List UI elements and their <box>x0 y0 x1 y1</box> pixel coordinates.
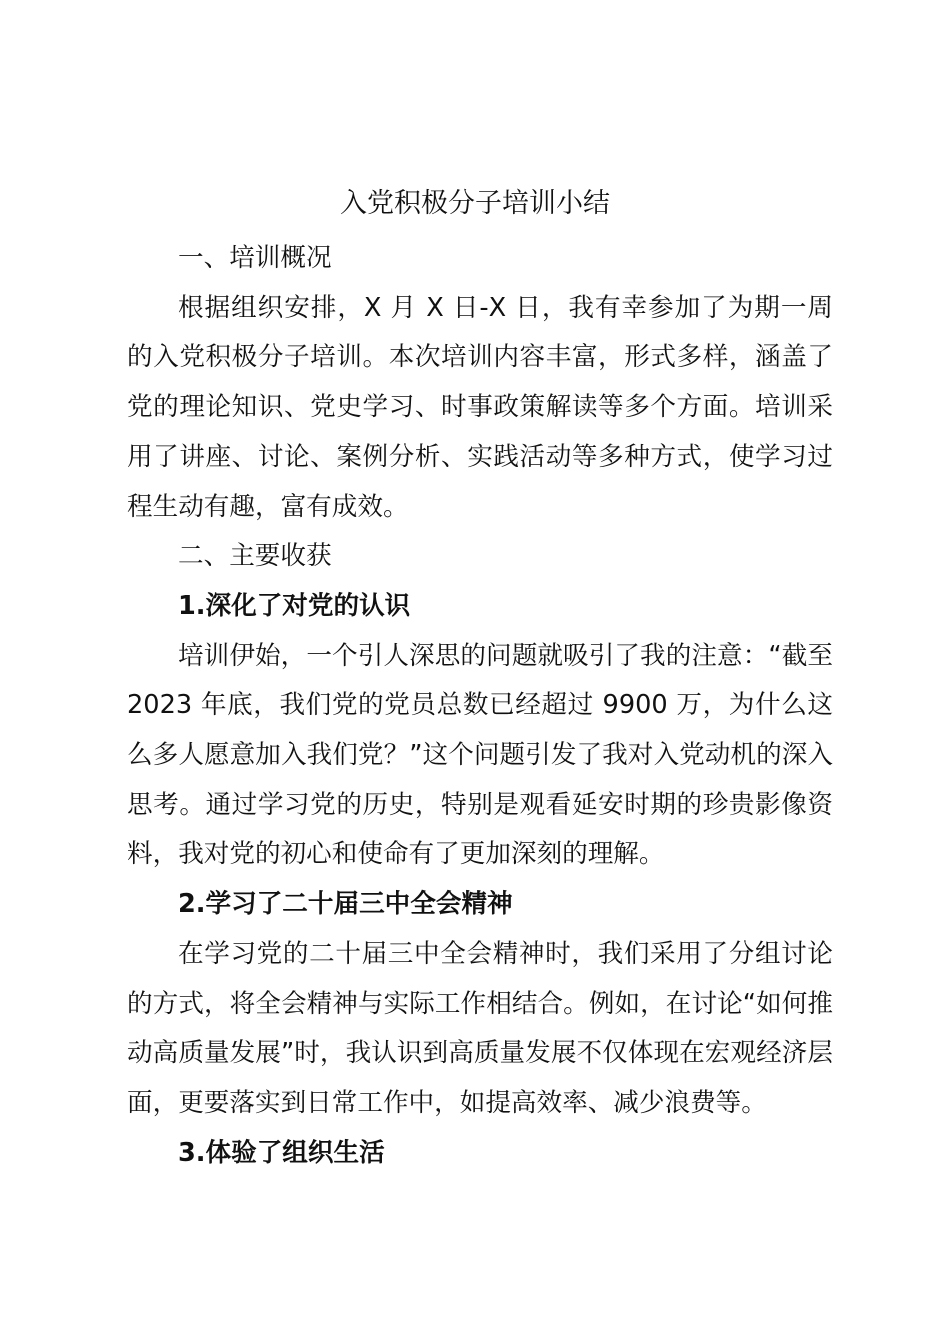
paragraph-understanding: 培训伊始，一个引人深思的问题就吸引了我的注意：“截至 2023 年底，我们党的党员总数已经超过 9900 万，为什么这么多人愿意加入我们党？”这个问题引发了我对入党动机的深入思考。通过学习党的历史，特别是观看延安时期的珍贵影像资料，我对党的初心和使命有了更加深刻的理解。 <box>127 640 833 870</box>
paragraph-overview: 根据组织安排，X 月 X 日-X 日，我有幸参加了为期一周的入党积极分子培训。本次培训内容丰富，形式多样，涵盖了党的理论知识、党史学习、时事政策解读等多个方面。培训采用了讲座、讨论、案例分析、实践活动等多种方式，使学习过程生动有趣，富有成效。 <box>127 292 833 522</box>
document-title: 入党积极分子培训小结 <box>340 188 610 219</box>
section-heading-overview: 一、培训概况 <box>178 243 332 273</box>
subheading-organization-life: 3.体验了组织生活 <box>178 1137 385 1168</box>
section-heading-gains: 二、主要收获 <box>178 541 332 572</box>
paragraph-plenary: 在学习党的二十届三中全会精神时，我们采用了分组讨论的方式，将全会精神与实际工作相结合。例如，在讨论“如何推动高质量发展”时，我认识到高质量发展不仅体现在宏观经济层面，更要落实到日常工作中，如提高效率、减少浪费等。 <box>127 938 833 1118</box>
subheading-understanding: 1.深化了对党的认识 <box>178 590 411 621</box>
document-body <box>127 234 833 1178</box>
subheading-plenary: 2.学习了二十届三中全会精神 <box>178 889 513 920</box>
